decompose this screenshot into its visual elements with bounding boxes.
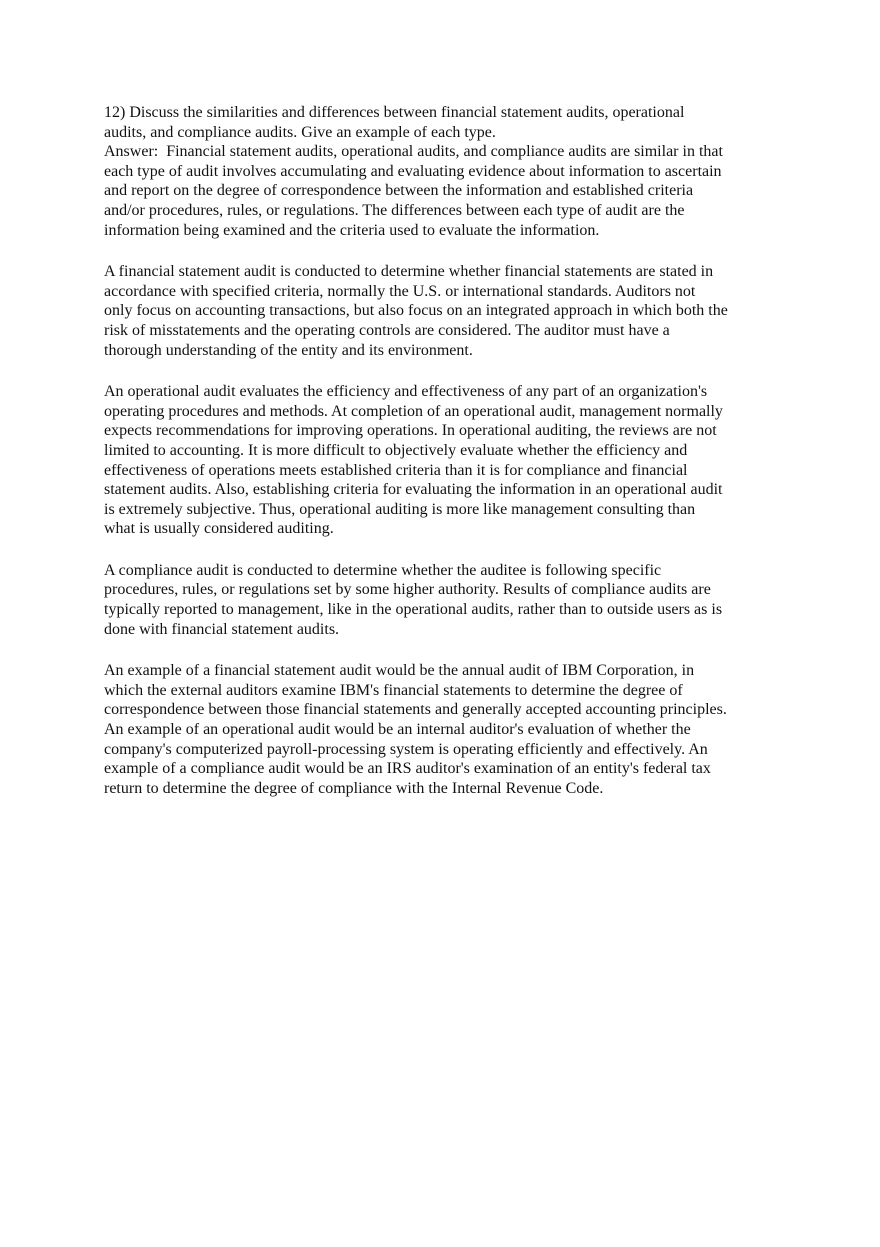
paragraph (104, 262, 728, 360)
text-line: is extremely subjective. Thus, operational auditing is more like management consulting than (104, 500, 696, 518)
text-line: accordance with specified criteria, normally the U.S. or international standards. Auditors not (104, 282, 696, 300)
text-line: operating procedures and methods. At completion of an operational audit, management normally (104, 402, 723, 420)
paragraph (104, 103, 728, 240)
text-line: expects recommendations for improving operations. In operational auditing, the reviews are not (104, 422, 717, 440)
text-line: effectiveness of operations meets established criteria than it is for compliance and financial (104, 461, 688, 479)
text-line: done with financial statement audits. (104, 620, 340, 638)
text-line: An operational audit evaluates the efficiency and effectiveness of any part of an organization's (104, 383, 708, 401)
text-line: Answer: Financial statement audits, operational audits, and compliance audits are similar in that (104, 143, 723, 161)
text-line: and report on the degree of correspondence between the information and established criteria (104, 182, 694, 200)
text-line: return to determine the degree of compliance with the Internal Revenue Code. (104, 779, 604, 797)
text-line: limited to accounting. It is more difficult to objectively evaluate whether the efficiency and (104, 441, 688, 459)
document-page (104, 103, 728, 820)
text-line: statement audits. Also, establishing criteria for evaluating the information in an operational audit (104, 481, 723, 499)
paragraph (104, 661, 728, 798)
text-line: audits, and compliance audits. Give an example of each type. (104, 123, 496, 141)
text-line: correspondence between those financial statements and generally accepted accounting principles. (104, 701, 727, 719)
paragraph (104, 382, 728, 539)
text-line: A compliance audit is conducted to determine whether the auditee is following specific (104, 561, 662, 579)
text-line: procedures, rules, or regulations set by some higher authority. Results of compliance audits are (104, 581, 711, 599)
text-line: A financial statement audit is conducted to determine whether financial statements are stated in (104, 263, 714, 281)
text-line: thorough understanding of the entity and its environment. (104, 341, 473, 359)
paragraph (104, 561, 728, 639)
text-line: An example of an operational audit would be an internal auditor's evaluation of whether the (104, 721, 691, 739)
text-line: which the external auditors examine IBM's financial statements to determine the degree of (104, 681, 683, 699)
text-line: example of a compliance audit would be an IRS auditor's examination of an entity's federal tax (104, 760, 711, 778)
text-line: each type of audit involves accumulating and evaluating evidence about information to ascertain (104, 162, 722, 180)
text-line: information being examined and the criteria used to evaluate the information. (104, 221, 600, 239)
text-line: only focus on accounting transactions, but also focus on an integrated approach in which both the (104, 302, 728, 320)
text-line: what is usually considered auditing. (104, 520, 334, 538)
text-line: risk of misstatements and the operating controls are considered. The auditor must have a (104, 321, 670, 339)
text-line: and/or procedures, rules, or regulations. The differences between each type of audit are the (104, 201, 685, 219)
text-line: company's computerized payroll-processing system is operating efficiently and effectively. An (104, 740, 708, 758)
text-line: typically reported to management, like in the operational audits, rather than to outside users as is (104, 601, 723, 619)
text-line: 12) Discuss the similarities and differences between financial statement audits, operational (104, 104, 685, 121)
text-line: An example of a financial statement audit would be the annual audit of IBM Corporation, in (104, 662, 695, 680)
